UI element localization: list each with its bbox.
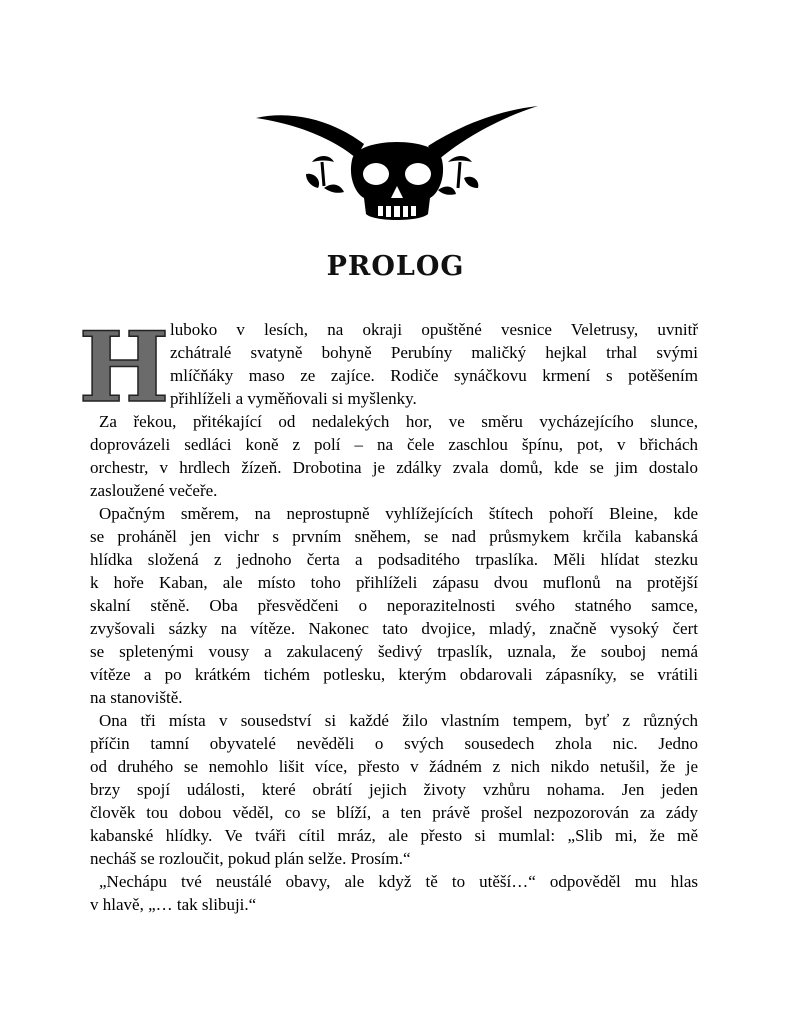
text-line: zchátralé svatyně bohyně Perubíny maličký hejkal trhal svými bbox=[170, 343, 698, 362]
text-line: Za řekou, přitékající od nedalekých hor, ve směru vycházejícího slunce, bbox=[99, 412, 698, 431]
text-line: Ona tři místa v sousedství si každé žilo vlastním tempem, byť z různých bbox=[99, 711, 698, 730]
text-line: člověk tou dobou věděl, co se blíží, a ten právě prošel nezpozorován za zády bbox=[90, 803, 698, 822]
text-line: kabanské hlídky. Ve tváři cítil mráz, ale přesto si mumlal: „Slib mi, že mě bbox=[90, 826, 698, 845]
text-line: k hoře Kaban, ale místo toho přihlíželi zápasu dvou muflonů na protější bbox=[90, 573, 698, 592]
text-line: se spletenými vousy a zakulacený šedivý trpaslík, uznala, že souboj nemá bbox=[90, 642, 698, 661]
text-line: se proháněl jen vichr s prvním sněhem, se nad průsmykem krčila kabanská bbox=[90, 527, 698, 546]
prologue-text bbox=[90, 318, 698, 916]
text-line: doprovázeli sedláci koně z polí – na čele zaschlou špínu, pot, v břichách bbox=[90, 435, 698, 454]
text-line: přihlíželi a vyměňovali si myšlenky. bbox=[170, 389, 417, 408]
text-line: zvyšovali sázky na vítěze. Nakonec tato dvojice, mladý, značně vysoký čert bbox=[90, 619, 698, 638]
text-line: zasloužené večeře. bbox=[90, 481, 218, 500]
text-line: „Nechápu tvé neustálé obavy, ale když tě to utěší…“ odpověděl mu hlas bbox=[99, 872, 698, 891]
horned-skull-icon bbox=[252, 102, 542, 232]
text-line: skalní stěně. Oba přesvědčeni o neporazitelnosti svého statného samce, bbox=[90, 596, 698, 615]
text-line: od druhého se nemohlo lišit více, přesto v žádném z nich nikdo netušil, že je bbox=[90, 757, 698, 776]
text-line: vítěze a po krátkém tichém potlesku, kterým obdarovali zápasníky, se vrátili bbox=[90, 665, 698, 684]
text-line: Opačným směrem, na neprostupně vyhlížejících štítech pohoří Bleine, kde bbox=[99, 504, 698, 523]
text-line: luboko v lesích, na okraji opuštěné vesnice Veletrusy, uvnitř bbox=[170, 320, 698, 339]
text-line: příčin tamní obyvatelé nevěděli o svých sousedech zhola nic. Jedno bbox=[90, 734, 698, 753]
text-line: v hlavě, „… tak slibuji.“ bbox=[90, 895, 257, 914]
text-line: mlíčňáky maso ze zajíce. Rodiče synáčkovu krmení s potěšením bbox=[170, 366, 698, 385]
text-line: brzy spojí události, které obrátí jejich životy vzhůru nohama. Jen jeden bbox=[90, 780, 698, 799]
chapter-title: PROLOG bbox=[326, 251, 465, 282]
text-line: necháš se rozloučit, pokud plán selže. Prosím.“ bbox=[90, 849, 411, 868]
text-line: na stanoviště. bbox=[90, 688, 183, 707]
svg-text:H: H bbox=[78, 311, 170, 424]
text-line: hlídka složená z jednoho čerta a podsaditého trpaslíka. Měli hlídat stezku bbox=[90, 550, 698, 569]
text-line: orchestr, v hrdlech žízeň. Drobotina je zdálky zvala domů, kde se jim dostalo bbox=[90, 458, 698, 477]
